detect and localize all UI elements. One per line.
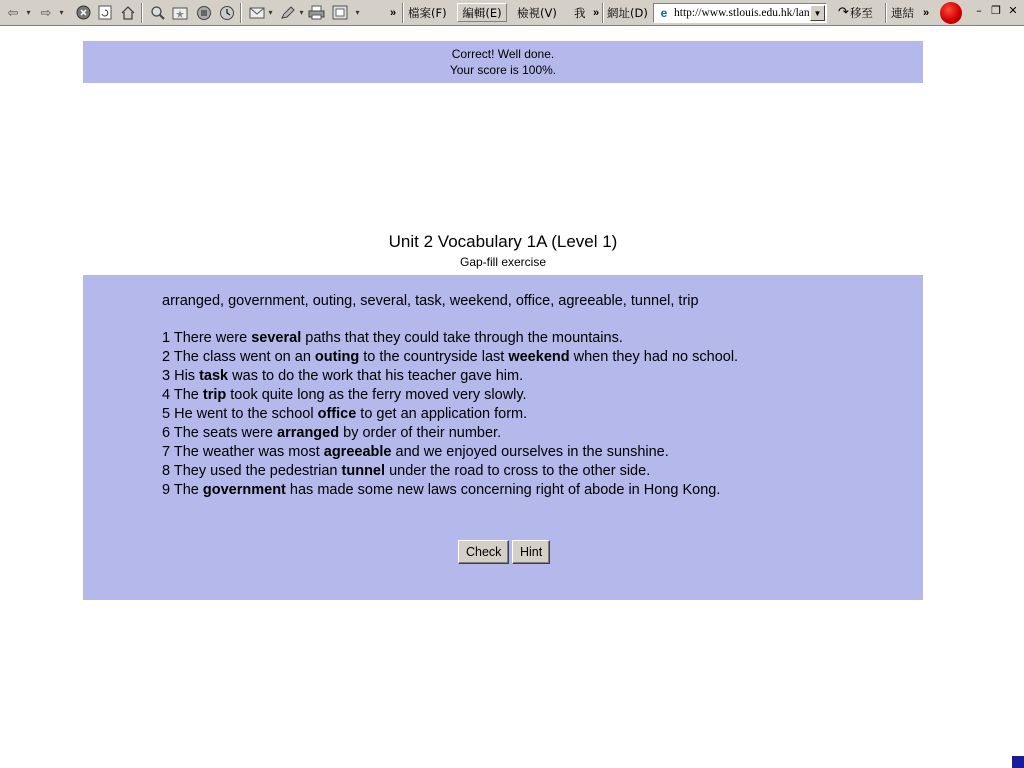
forward-dropdown-icon[interactable]: ▾ — [59, 8, 64, 17]
sentence-number: 3 — [162, 368, 171, 384]
window-icon[interactable] — [330, 3, 350, 22]
word-bank: arranged, government, outing, several, task, weekend, office, agreeable, tunnel, trip — [162, 293, 699, 309]
sentence-8 — [162, 462, 738, 481]
sentence-number: 7 — [162, 444, 171, 460]
forward-icon[interactable]: ⇨ — [40, 4, 52, 20]
sentence-text: They used the pedestrian — [173, 463, 338, 479]
close-icon[interactable]: ✕ — [1008, 3, 1018, 17]
restore-icon[interactable]: ❐ — [991, 3, 1001, 17]
sentence-7 — [162, 443, 738, 462]
address-dropdown-icon[interactable]: ▼ — [810, 5, 825, 21]
sentence-text: The weather was most — [173, 444, 320, 460]
address-label: 網址(D) — [607, 5, 648, 20]
score-message: Your score is 100%. — [449, 63, 557, 77]
sentence-text: paths that they could take through the mountains. — [305, 330, 623, 346]
answer-word[interactable]: outing — [314, 349, 360, 365]
sentence-3 — [162, 367, 738, 386]
refresh-icon[interactable] — [95, 3, 115, 22]
menu-file[interactable]: 檔案(F) — [408, 5, 447, 20]
sentence-number: 9 — [162, 482, 171, 498]
answer-word[interactable]: weekend — [508, 349, 570, 365]
window-dropdown-icon[interactable]: ▾ — [355, 8, 360, 17]
sentence-6 — [162, 424, 738, 443]
home-icon[interactable] — [118, 3, 138, 22]
menu-overflow-icon[interactable]: » — [592, 6, 600, 19]
go-button[interactable] — [838, 3, 873, 22]
answer-word[interactable]: task — [199, 368, 229, 384]
ie-page-icon: e — [660, 6, 668, 20]
sentence-5 — [162, 405, 738, 424]
sentence-text: has made some new laws concerning right of abode in Hong Kong. — [289, 482, 721, 498]
exercise-subtitle: Gap-fill exercise — [459, 255, 547, 269]
sentence-text: The — [173, 482, 199, 498]
answer-word[interactable]: arranged — [277, 425, 340, 441]
history-icon[interactable] — [217, 3, 237, 22]
links-overflow-icon[interactable]: » — [922, 6, 930, 19]
hint-button[interactable]: Hint — [512, 540, 550, 564]
go-arrow-icon: ↷ — [838, 5, 849, 20]
sentence-text: and we enjoyed ourselves in the sunshine. — [395, 444, 669, 460]
answer-word[interactable]: government — [202, 482, 286, 498]
check-button[interactable]: Check — [458, 540, 509, 564]
stop-icon[interactable] — [73, 3, 93, 22]
links-button[interactable]: 連結 — [891, 5, 914, 20]
back-dropdown-icon[interactable]: ▾ — [26, 8, 31, 17]
sentence-1 — [162, 329, 738, 348]
sentence-4 — [162, 386, 738, 405]
menu-edit[interactable]: 編輯(E) — [457, 3, 507, 22]
sentence-text: The — [173, 387, 199, 403]
sentence-text: The seats were — [173, 425, 273, 441]
sentence-text: The class went on an — [173, 349, 311, 365]
sentence-number: 4 — [162, 387, 171, 403]
mail-icon[interactable] — [247, 3, 267, 22]
sentence-number: 6 — [162, 425, 171, 441]
sentence-list — [162, 329, 738, 500]
sentence-text: He went to the school — [174, 406, 314, 422]
sentence-number: 2 — [162, 349, 171, 365]
sentence-2 — [162, 348, 738, 367]
feedback-message: Correct! Well done. — [451, 47, 555, 61]
browser-toolbar — [0, 0, 1024, 26]
windows-logo-icon — [940, 2, 962, 24]
print-icon[interactable] — [306, 3, 326, 22]
sentence-number: 8 — [162, 463, 171, 479]
sentence-text: under the road to cross to the other side. — [389, 463, 651, 479]
taskbar-corner — [1012, 756, 1024, 768]
sentence-text: took quite long as the ferry moved very slowly. — [230, 387, 527, 403]
answer-word[interactable]: office — [317, 406, 357, 422]
media-icon[interactable] — [194, 3, 214, 22]
sentence-9 — [162, 481, 738, 500]
sentence-text: His — [174, 368, 196, 384]
sentence-text: was to do the work that his teacher gave him. — [232, 368, 524, 384]
sentence-number: 1 — [162, 330, 171, 346]
go-label: 移至 — [849, 5, 873, 20]
search-icon[interactable] — [148, 3, 168, 22]
exercise-panel — [83, 275, 923, 600]
sentence-text: to get an application form. — [360, 406, 528, 422]
feedback-banner — [83, 41, 923, 83]
sentence-text: There were — [173, 330, 248, 346]
menu-view[interactable]: 檢視(V) — [517, 5, 557, 20]
edit-dropdown-icon[interactable]: ▾ — [299, 8, 304, 17]
menu-more[interactable]: 我 — [574, 5, 586, 20]
minimize-icon[interactable]: – — [976, 3, 982, 17]
sentence-text: to the countryside last — [363, 349, 505, 365]
exercise-title: Unit 2 Vocabulary 1A (Level 1) — [388, 232, 618, 251]
sentence-text: by order of their number. — [343, 425, 502, 441]
favorites-icon[interactable] — [170, 3, 190, 22]
sentence-text: when they had no school. — [573, 349, 739, 365]
mail-dropdown-icon[interactable]: ▾ — [268, 8, 273, 17]
address-input[interactable]: http://www.stlouis.edu.hk/lan — [674, 7, 810, 19]
answer-word[interactable]: several — [251, 330, 302, 346]
answer-word[interactable]: trip — [202, 387, 227, 403]
edit-icon[interactable] — [278, 3, 298, 22]
sentence-number: 5 — [162, 406, 171, 422]
address-bar[interactable] — [653, 3, 827, 23]
toolbar-overflow-icon[interactable]: » — [389, 6, 397, 19]
answer-word[interactable]: tunnel — [341, 463, 386, 479]
back-icon[interactable]: ⇦ — [7, 4, 19, 20]
answer-word[interactable]: agreeable — [323, 444, 392, 460]
